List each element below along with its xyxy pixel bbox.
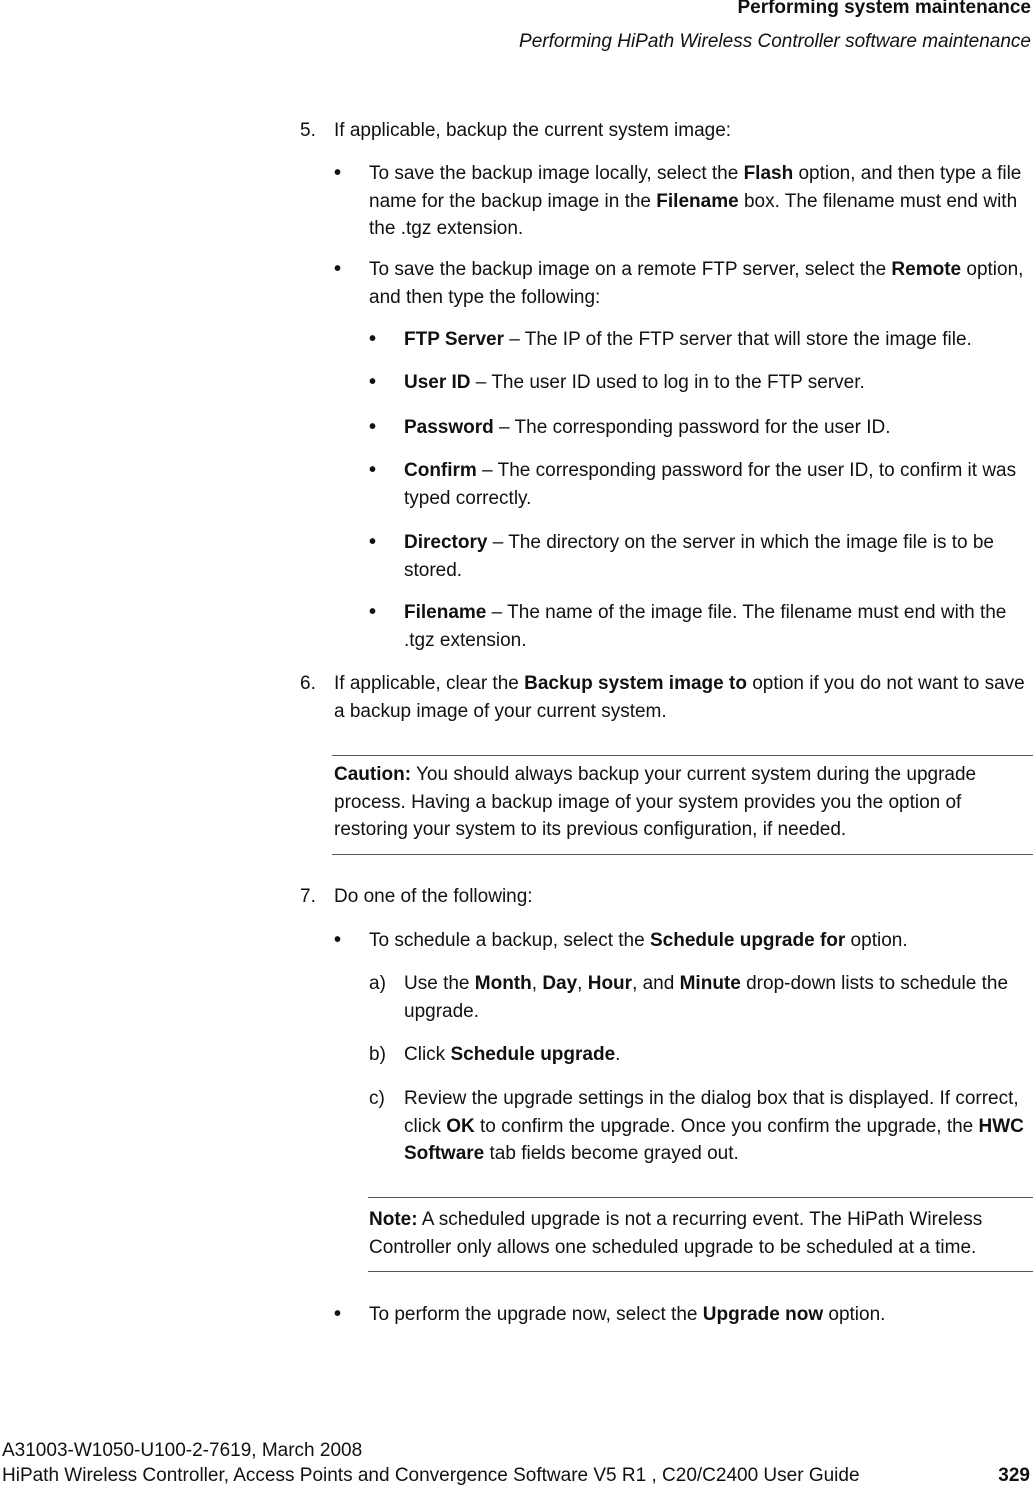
page-number: 329	[998, 1465, 1030, 1486]
footer-doc-id: A31003-W1050-U100-2-7619, March 2008	[2, 1440, 363, 1461]
substep-c-text: Review the upgrade settings in the dialog box that is displayed. If correct, click OK to confirm the upgrade. Once you confirm the upgrade, the HWC Software tab fields become grayed out.	[404, 1088, 1024, 1164]
step-6-text: If applicable, clear the Backup system image to option if you do not want to save a backup image of your current system.	[334, 673, 1025, 722]
running-header-subtitle: Performing HiPath Wireless Controller software maintenance	[519, 31, 1031, 52]
bullet-icon: •	[334, 258, 342, 280]
caution-label: Caution:	[334, 764, 412, 785]
bullet-icon: •	[334, 929, 342, 951]
bullet-schedule-upgrade: To schedule a backup, select the Schedule upgrade for option.	[369, 930, 908, 951]
field-ftp-server: FTP Server – The IP of the FTP server that will store the image file.	[404, 329, 972, 350]
hwc-software-tab-ref: HWC Software	[404, 1115, 1024, 1164]
schedule-option-ref: Schedule upgrade for	[649, 930, 846, 951]
running-header-title: Performing system maintenance	[737, 0, 1031, 18]
step-7-text: Do one of the following:	[334, 886, 533, 907]
note-bottom-rule	[368, 1271, 1033, 1272]
schedule-upgrade-button-ref: Schedule upgrade	[450, 1044, 616, 1065]
ok-button-ref: OK	[446, 1115, 475, 1137]
flash-option-ref: Flash	[743, 163, 794, 184]
substep-a-letter: a)	[369, 973, 386, 994]
bullet-save-remote: To save the backup image on a remote FTP server, select the Remote option, and then type the following:	[369, 259, 1024, 308]
step-5-text: If applicable, backup the current system image:	[334, 120, 732, 141]
substep-c-letter: c)	[369, 1088, 385, 1109]
bullet-icon: •	[369, 459, 377, 481]
caution-box: Caution: You should always backup your current system during the upgrade process. Having a backup image of your system provides you the option of restoring your system to its previous configuration, if needed.	[334, 764, 977, 840]
substep-b-text: Click Schedule upgrade.	[404, 1044, 621, 1065]
caution-top-rule	[332, 755, 1033, 756]
caution-bottom-rule	[332, 854, 1033, 855]
bullet-save-locally: To save the backup image locally, select the Flash option, and then type a file name for the backup image in the Filename box. The filename must end with the .tgz extension.	[369, 163, 1022, 239]
field-password: Password – The corresponding password for the user ID.	[404, 417, 891, 438]
bullet-icon: •	[369, 601, 377, 623]
remote-option-ref: Remote	[891, 259, 962, 280]
step-7-number: 7.	[300, 886, 316, 907]
bullet-icon: •	[369, 416, 377, 438]
note-box: Note: A scheduled upgrade is not a recurring event. The HiPath Wireless Controller only allows one scheduled upgrade to be scheduled at a time.	[369, 1209, 983, 1258]
note-top-rule	[368, 1197, 1033, 1198]
step-5-number: 5.	[300, 120, 316, 141]
field-confirm: Confirm – The corresponding password for the user ID, to confirm it was typed correctly.	[404, 460, 1017, 509]
bullet-upgrade-now: To perform the upgrade now, select the Upgrade now option.	[369, 1304, 886, 1325]
bullet-icon: •	[369, 328, 377, 350]
field-user-id: User ID – The user ID used to log in to the FTP server.	[404, 372, 865, 393]
step-6-number: 6.	[300, 673, 316, 694]
field-directory: Directory – The directory on the server in which the image file is to be stored.	[404, 532, 994, 581]
note-label: Note:	[369, 1209, 418, 1230]
bullet-icon: •	[369, 531, 377, 553]
bullet-icon: •	[334, 1303, 342, 1325]
field-filename: Filename – The name of the image file. The filename must end with the .tgz extension.	[404, 602, 1007, 651]
upgrade-now-option-ref: Upgrade now	[702, 1304, 824, 1325]
footer-guide-title: HiPath Wireless Controller, Access Points and Convergence Software V5 R1 , C20/C2400 User Guide	[2, 1465, 860, 1486]
substep-a-text: Use the Month, Day, Hour, and Minute drop-down lists to schedule the upgrade.	[404, 973, 1009, 1022]
substep-b-letter: b)	[369, 1044, 386, 1065]
filename-box-ref: Filename	[656, 190, 739, 212]
backup-option-ref: Backup system image to	[524, 673, 747, 694]
bullet-icon: •	[369, 371, 377, 393]
bullet-icon: •	[334, 162, 342, 184]
